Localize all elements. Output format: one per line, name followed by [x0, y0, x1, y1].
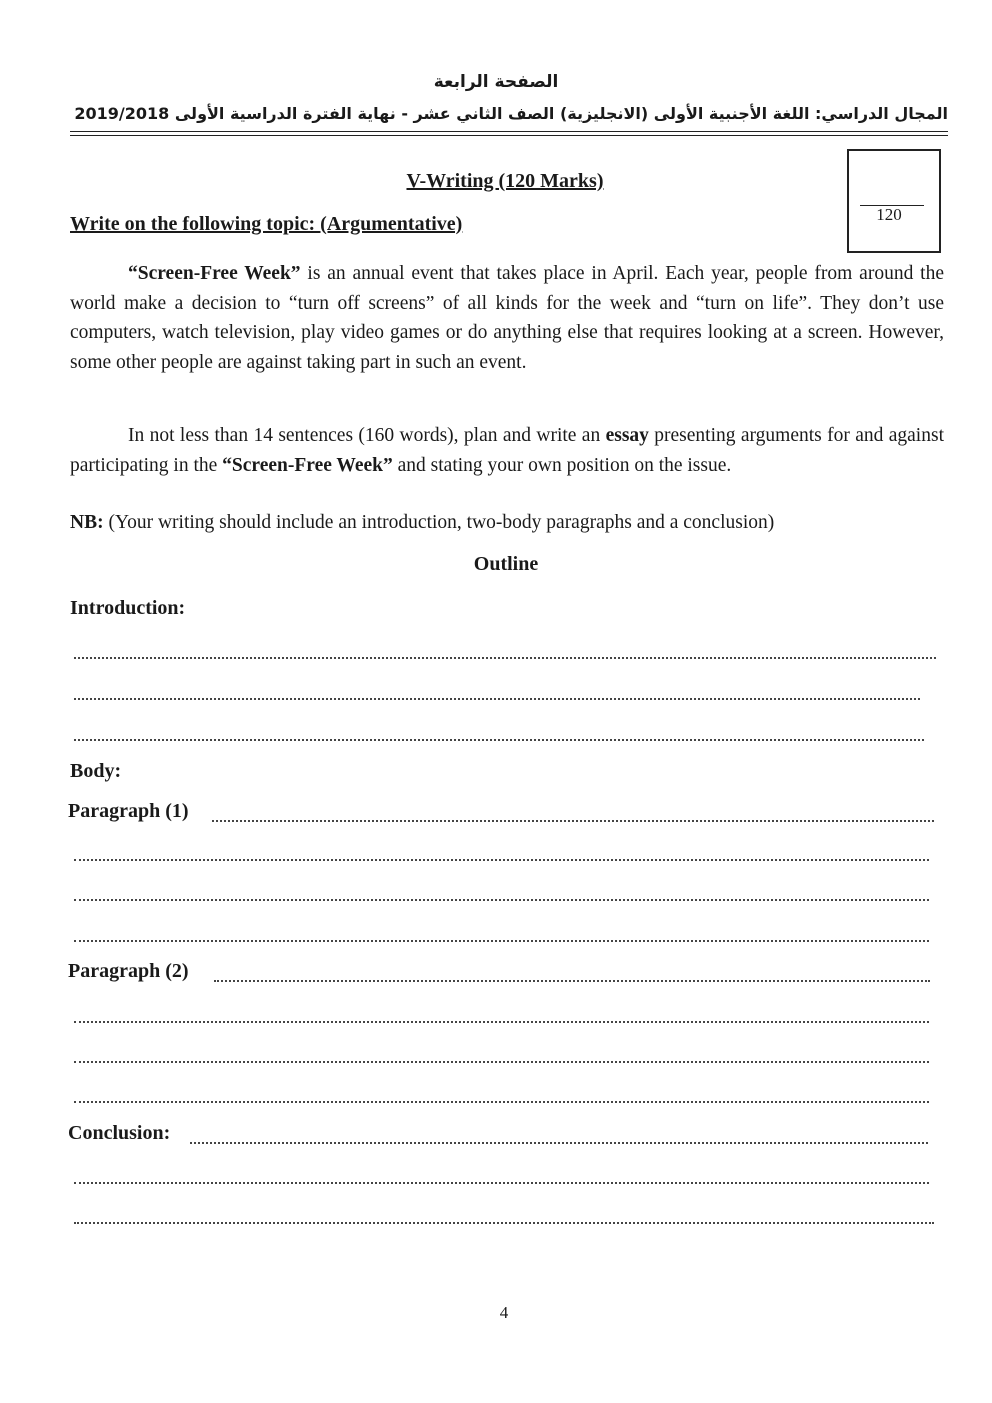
prompt-paragraph-1 — [70, 259, 944, 377]
prompt-paragraph-1-text: is an annual event that takes place in April. Each year, people from around the world make a decision to “turn off screens” of all kinds for the week and “turn on life”. They don’t use computers, watch television, play video games or do anything else that requires looking at a screen. However, some other people are against taking part in such an event. — [70, 263, 944, 373]
prompt-paragraph-2-part-c: presenting arguments for and against participating in the — [70, 425, 944, 476]
introduction-line-3[interactable] — [74, 739, 924, 741]
page-header-subtitle: المجال الدراسي: اللغة الأجنبية الأولى (الانجليزية) الصف الثاني عشر - نهاية الفترة الدراسية الأولى 2019/2018 — [74, 104, 948, 123]
header-rule-top — [70, 131, 948, 132]
paragraph-1-line-4[interactable] — [74, 940, 929, 942]
score-box — [847, 149, 941, 253]
prompt-paragraph-2 — [70, 421, 944, 480]
paragraph-1-line-3[interactable] — [74, 899, 929, 901]
introduction-label: Introduction: — [70, 597, 186, 619]
outline-title: Outline — [473, 553, 539, 575]
introduction-line-2[interactable] — [74, 698, 920, 700]
nb-label: NB: — [70, 512, 104, 533]
nb-note — [70, 512, 774, 534]
paragraph-2-line-1[interactable] — [214, 980, 930, 982]
event-name: “Screen-Free Week” — [128, 263, 301, 284]
paragraph-2-line-2[interactable] — [74, 1021, 929, 1023]
paragraph-2-label: Paragraph (2) — [68, 960, 189, 982]
prompt-paragraph-2-part-e: and stating your own position on the issue. — [392, 454, 732, 476]
conclusion-line-1[interactable] — [190, 1142, 928, 1144]
body-label: Body: — [70, 760, 122, 782]
conclusion-label: Conclusion: — [68, 1122, 171, 1144]
paragraph-1-label: Paragraph (1) — [68, 800, 189, 822]
introduction-line-1[interactable] — [74, 657, 936, 659]
conclusion-line-2[interactable] — [74, 1182, 929, 1184]
section-title: V-Writing (120 Marks) — [406, 170, 604, 192]
page-number: 4 — [499, 1303, 509, 1322]
paragraph-2-line-4[interactable] — [74, 1101, 929, 1103]
header-rule-bottom — [70, 135, 948, 136]
paragraph-1-line-1[interactable] — [212, 820, 934, 822]
score-value: 120 — [876, 205, 902, 224]
paragraph-1-line-2[interactable] — [74, 859, 929, 861]
prompt-paragraph-2-part-a: In not less than 14 sentences (160 words), plan and write an — [128, 425, 606, 446]
topic-heading: Write on the following topic: (Argumentative) — [70, 213, 463, 235]
essay-keyword: essay — [605, 425, 649, 446]
event-name-2: “Screen-Free Week” — [222, 454, 393, 476]
page-header-title: الصفحة الرابعة — [433, 72, 559, 92]
paragraph-2-line-3[interactable] — [74, 1061, 929, 1063]
conclusion-line-3[interactable] — [74, 1222, 934, 1224]
nb-text: (Your writing should include an introduction, two-body paragraphs and a conclusion) — [103, 512, 775, 533]
